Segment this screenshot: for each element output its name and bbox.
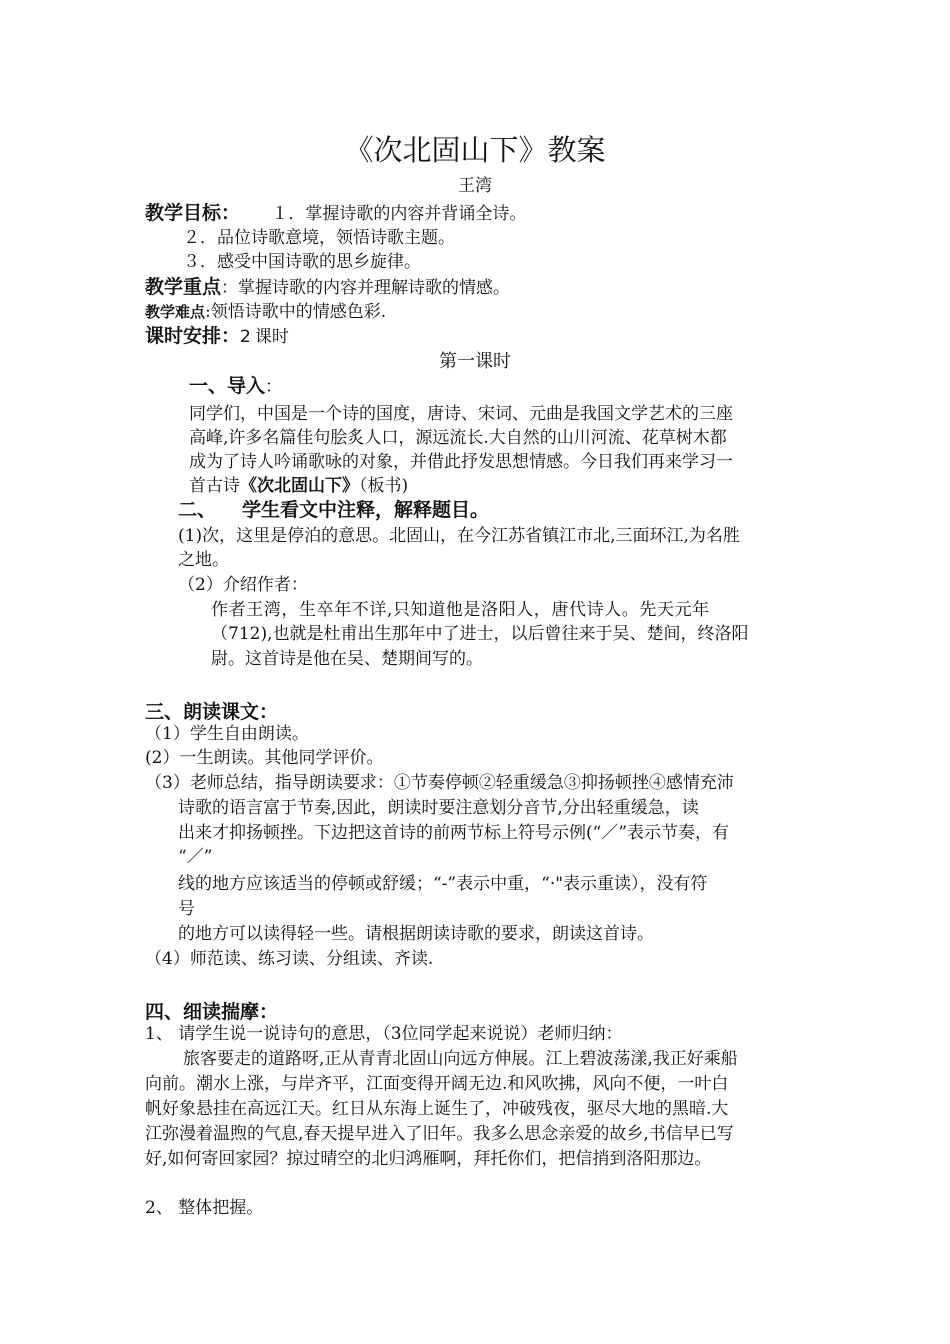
intro-line-4 [189, 474, 408, 498]
note-1-line-1: (1)次，这里是停泊的意思。北固山，在今江苏省镇江市北,三面环江,为名胜 [178, 526, 740, 546]
reading-line-8: 号 [178, 899, 195, 919]
schedule-text: 课时 [254, 327, 289, 347]
author-line-2: （712),也就是杜甫出生那年中了进士，以后曾往来于吴、楚间，终洛阳 [211, 624, 749, 644]
section-2-heading [178, 498, 489, 523]
objective-3: ３．感受中国诗歌的思乡旋律。 [183, 252, 421, 272]
teaching-difficulty [145, 300, 386, 324]
lesson-heading: 第一课时 [439, 351, 511, 372]
difficulty-text: :领悟诗歌中的情感色彩. [205, 302, 387, 322]
objectives-label: 教学目标： [145, 202, 241, 224]
reading-line-4: 诗歌的语言富于节奏,因此，朗读时要注意划分音节,分出轻重缓急，读 [178, 798, 699, 818]
note-1-line-2: 之地。 [178, 550, 229, 570]
section-2-title: 学生看文中注释，解释题目。 [242, 499, 490, 521]
intro-line-4-prefix: 首古诗 [189, 476, 240, 496]
teaching-focus [145, 275, 510, 300]
schedule [145, 324, 289, 349]
difficulty-label: 教学难点 [145, 303, 206, 321]
schedule-number: 2 [240, 327, 251, 347]
section-1-colon: ： [265, 377, 283, 397]
objectives-line-1 [145, 201, 526, 226]
reading-line-6: “／” [178, 847, 213, 867]
focus-text: ：掌握诗歌的内容并理解诗歌的情感。 [221, 278, 511, 298]
intro-line-1: 同学们，中国是一个诗的国度，唐诗、宋词、元曲是我国文学艺术的三座 [189, 404, 733, 424]
section-4-heading: 四、细读揣摩： [145, 1001, 279, 1023]
paraphrase-line-4: 江弥漫着温煦的气息,春天提早进入了旧年。我多么思念亲爱的故乡,书信早已写 [145, 1124, 734, 1144]
author-line-3: 尉。这首诗是他在吴、楚期间写的。 [211, 649, 483, 669]
reading-line-5: 出来才抑扬顿挫。下边把这首诗的前两节标上符号示例(“／”表示节奏，有 [178, 823, 730, 843]
note-2-label: （2）介绍作者： [178, 575, 308, 595]
paraphrase-line-3: 帆好象悬挂在高远江天。红日从东海上诞生了，冲破残夜，驱尽大地的黑暗.大 [145, 1099, 729, 1119]
paraphrase-line-5: 好,如何寄回家园？掠过晴空的北归鸿雁啊，拜托你们，把信捎到洛阳那边。 [145, 1149, 712, 1169]
objective-1: １．掌握诗歌的内容并背诵全诗。 [271, 204, 527, 224]
reading-line-7: 线的地方应该适当的停顿或舒缓；“-”表示中重，“·"表示重读），没有符 [178, 874, 708, 894]
section-1-heading [189, 374, 282, 399]
section-4-item-1: 1、 请学生说一说诗句的意思，（3位同学起来说说）老师归纳： [145, 1024, 623, 1044]
section-3-heading: 三、朗读课文： [145, 701, 279, 723]
paraphrase-line-1: 旅客要走的道路呀,正从青青北固山向远方伸展。江上碧波荡漾,我正好乘船 [183, 1049, 738, 1069]
reading-line-10: （4）师范读、练习读、分组读、齐读. [145, 949, 434, 969]
intro-line-4-suffix: （板书) [359, 476, 409, 496]
poem-title-bold: 《次北固山下》 [240, 476, 359, 496]
focus-label: 教学重点 [145, 276, 222, 298]
intro-line-2: 高峰,许多名篇佳句脍炙人口，源远流长.大自然的山川河流、花草树木都 [189, 428, 727, 448]
schedule-label: 课时安排： [145, 325, 241, 347]
intro-line-3: 成为了诗人吟诵歌咏的对象，并借此抒发思想情感。今日我们再来学习一 [189, 452, 733, 472]
author-name: 王湾 [458, 176, 492, 196]
section-2-number: 二、 [178, 499, 217, 521]
reading-line-3: （3）老师总结，指导朗读要求：①节奏停顿②轻重缓急③抑扬顿挫④感情充沛 [145, 773, 734, 793]
section-4-item-2: 2、 整体把握。 [145, 1198, 264, 1218]
reading-line-2: (2）一生朗读。其他同学评价。 [145, 748, 384, 768]
reading-line-9: 的地方可以读得轻一些。请根据朗读诗歌的要求，朗读这首诗。 [178, 924, 654, 944]
objective-2: ２．品位诗歌意境，领悟诗歌主题。 [183, 228, 455, 248]
reading-line-1: （1）学生自由朗读。 [145, 724, 309, 744]
author-line-1: 作者王湾，生卒年不详,只知道他是洛阳人，唐代诗人。先天元年 [211, 600, 710, 620]
paraphrase-line-2: 向前。潮水上涨，与岸齐平，江面变得开阔无边.和风吹拂，风向不便，一叶白 [145, 1074, 729, 1094]
document-title: 《次北固山下》教案 [344, 133, 606, 167]
section-1-title: 一、导入 [189, 375, 266, 397]
